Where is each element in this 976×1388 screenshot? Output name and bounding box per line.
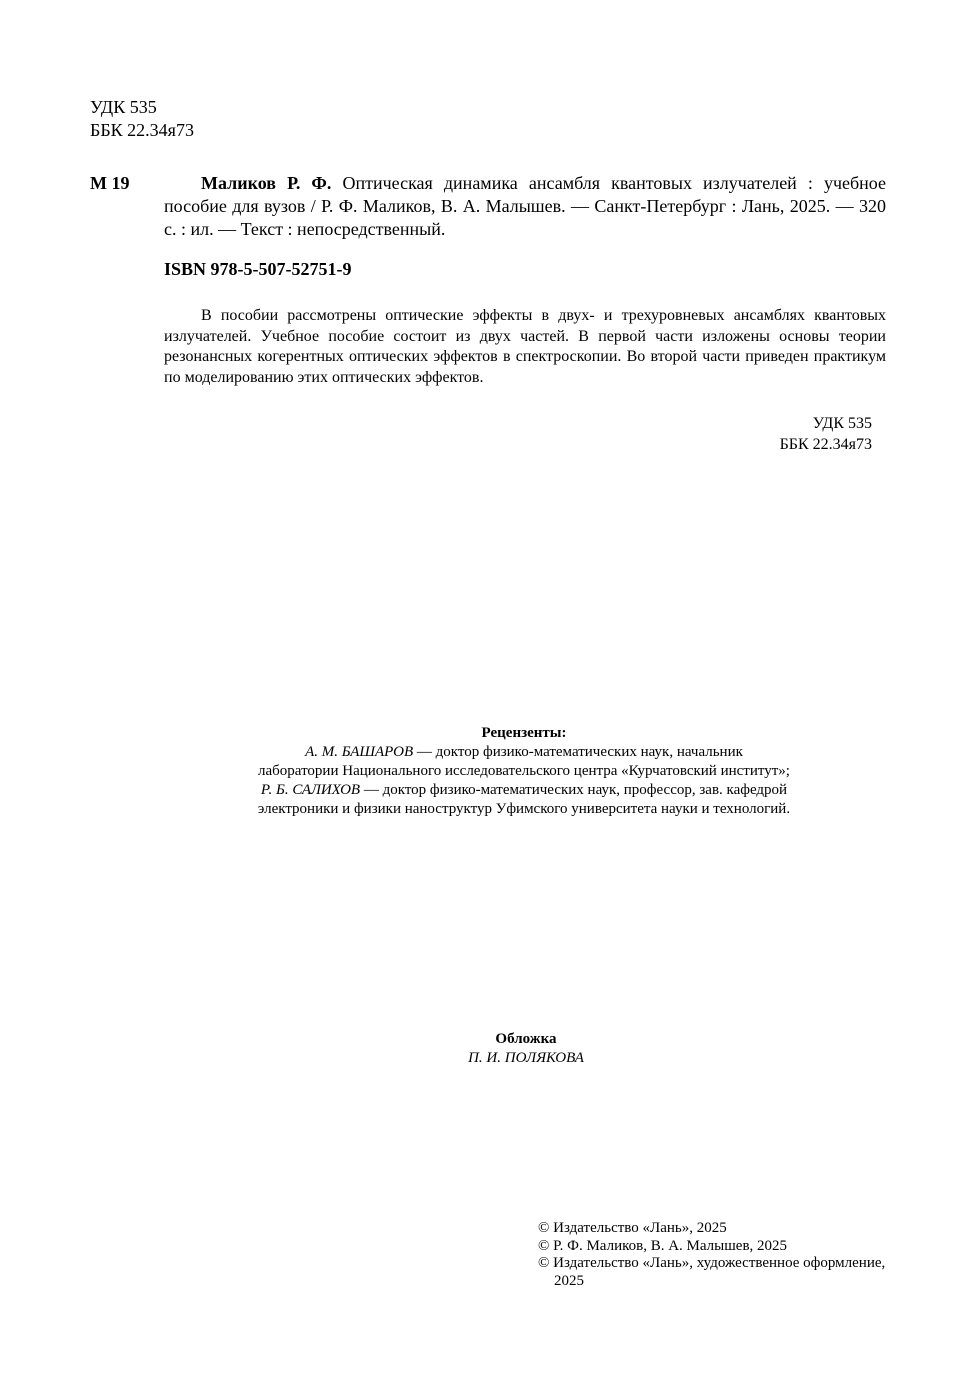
author-mark: М 19 [90, 173, 130, 193]
copyright-line: © Издательство «Лань», художественное оформление, 2025 [538, 1255, 886, 1289]
description-text: Оптическая динамика ансамбля квантовых излучателей : учебное пособие для вузов / Р. Ф. Маликов, В. А. Малышев. — Санкт-Петербург : Лань, 2025. — 320 с. : ил. — Текст : непосредственный. [164, 173, 887, 239]
reviewer-1-line-1 [188, 743, 860, 762]
udk-code-bottom: УДК 535 [812, 415, 872, 432]
classification-top [90, 96, 194, 142]
reviewer-2-line-1 [188, 781, 860, 800]
cover-heading: Обложка [495, 1031, 557, 1047]
reviewer-1-name: А. М. БАШАРОВ [305, 744, 414, 760]
reviewers-heading: Рецензенты: [481, 725, 567, 741]
reviewer-1-title: — доктор физико-математических наук, начальник [413, 744, 743, 760]
udk-code: УДК 535 [90, 97, 157, 117]
copyright-line: © Издательство «Лань», 2025 [538, 1220, 727, 1236]
reviewer-2-line-2: электроники и физики наноструктур Уфимского университета науки и технологий. [257, 801, 791, 817]
reviewer-1-line-2: лаборатории Национального исследовательского центра «Курчатовский институт»; [258, 763, 790, 779]
cover-designer: П. И. ПОЛЯКОВА [468, 1050, 584, 1066]
abstract: В пособии рассмотрены оптические эффекты в двух- и трехуровневых ансамблях квантовых излучателей. Учебное пособие состоит из двух частей. В первой части изложены основы теории резонансных когерентных оптических эффектов в спектроскопии. Во второй части приведен практикум по моделированию этих оптических эффектов. [164, 307, 886, 386]
copyright-line: © Р. Ф. Маликов, В. А. Малышев, 2025 [538, 1237, 788, 1254]
reviewer-2-title: — доктор физико-математических наук, профессор, зав. кафедрой [360, 782, 788, 798]
reviewer-2-name: Р. Б. САЛИХОВ [260, 782, 361, 798]
bibliographic-description [164, 172, 886, 241]
copyright-block [538, 1220, 898, 1290]
reviewers-block [188, 724, 860, 819]
isbn: ISBN 978-5-507-52751-9 [164, 259, 352, 279]
bbk-code: ББК 22.34я73 [90, 120, 194, 140]
author-name: Маликов Р. Ф. [201, 173, 332, 193]
classification-bottom [600, 414, 872, 455]
bbk-code-bottom: ББК 22.34я73 [779, 435, 872, 453]
cover-credits [388, 1030, 664, 1068]
